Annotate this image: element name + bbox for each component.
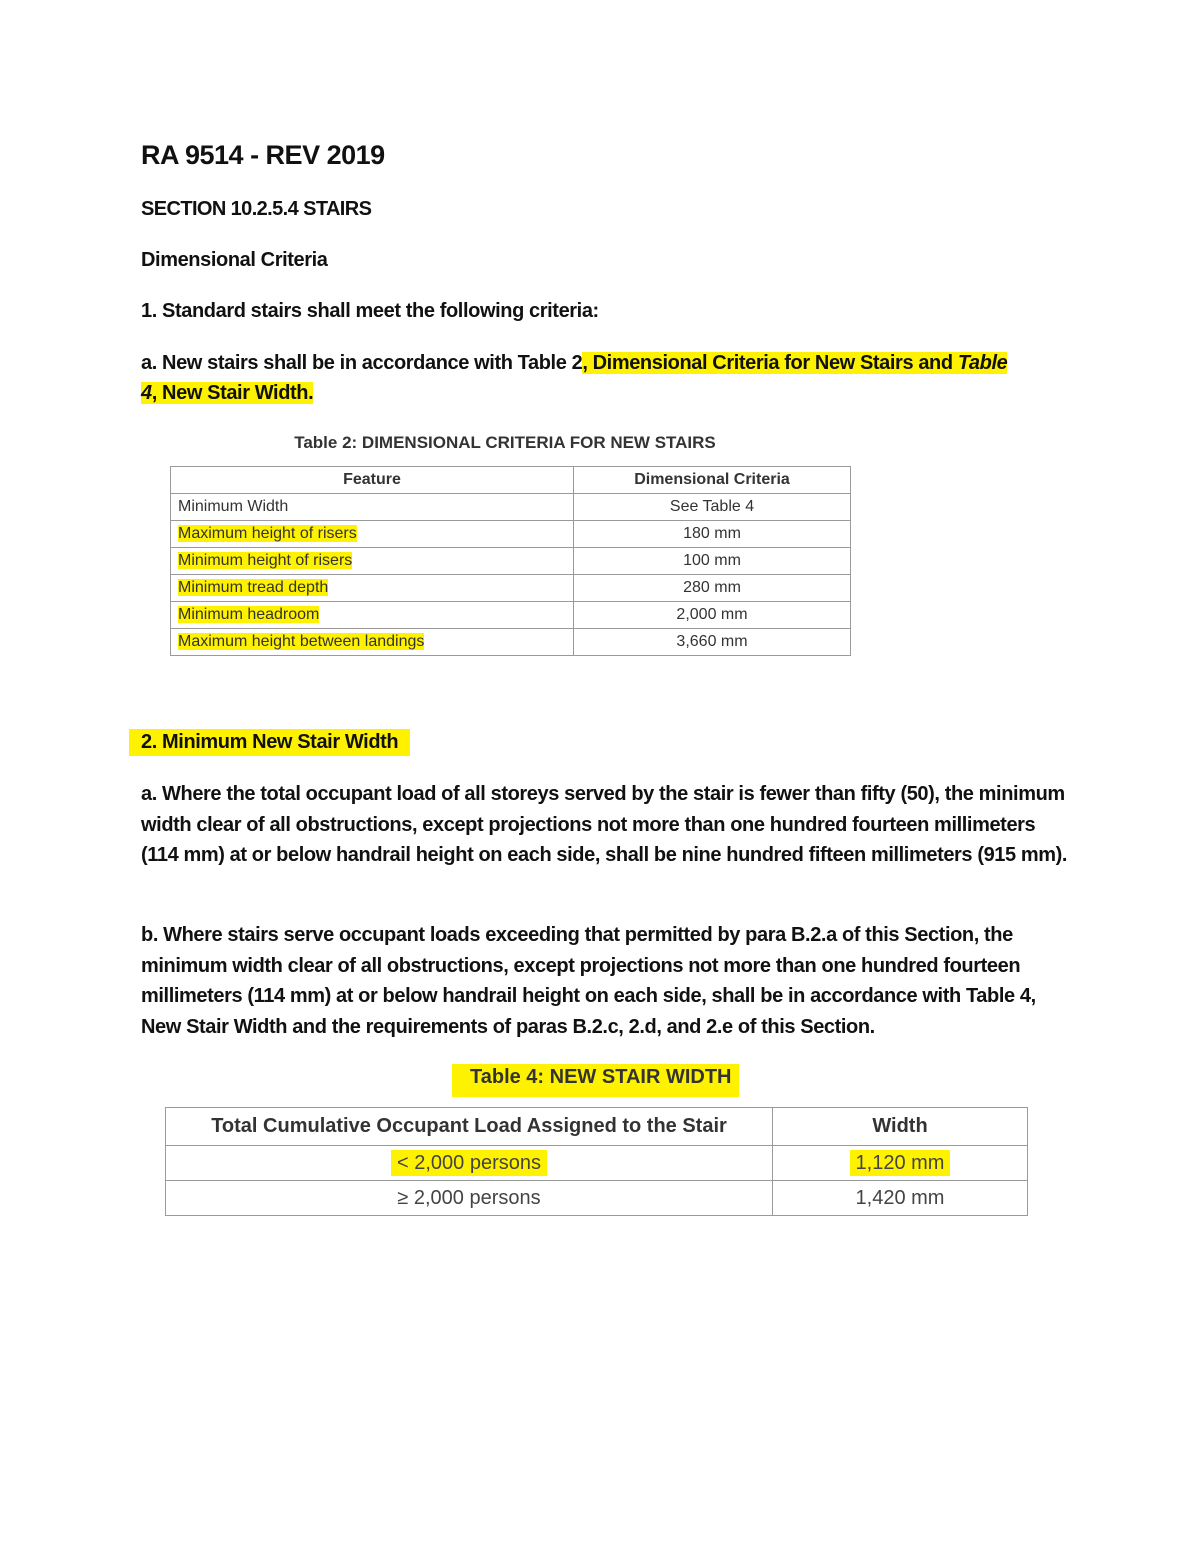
table4-header-load: Total Cumulative Occupant Load Assigned to the Stair (166, 1108, 773, 1146)
feature-text: Minimum tread depth (178, 579, 329, 596)
table2-feature (171, 521, 574, 548)
table2-value: 2,000 mm (574, 602, 851, 629)
table-header-row (166, 1108, 1028, 1146)
table2-feature (171, 629, 574, 656)
item-a-highlight-2: , New Stair Width. (151, 382, 314, 404)
width-text: 1,120 mm (850, 1150, 951, 1176)
criteria-item-a (141, 348, 1071, 408)
table-row (171, 629, 851, 656)
table4-header-width: Width (773, 1108, 1028, 1146)
item-a-highlight-4: 4 (141, 382, 152, 404)
table4-caption: Table 4: NEW STAIR WIDTH (452, 1064, 739, 1097)
section-heading: SECTION 10.2.5.4 STAIRS (141, 198, 372, 220)
table-row (171, 548, 851, 575)
document-title: RA 9514 - REV 2019 (141, 140, 385, 170)
table2-value: 180 mm (574, 521, 851, 548)
table2-value: 280 mm (574, 575, 851, 602)
table4-load (166, 1146, 773, 1181)
table-row (171, 575, 851, 602)
subheading: Dimensional Criteria (141, 249, 328, 271)
feature-text: Minimum height of risers (178, 552, 353, 569)
table2-value: 100 mm (574, 548, 851, 575)
feature-text: Minimum headroom (178, 606, 320, 623)
load-text: ≥ 2,000 persons (397, 1186, 541, 1209)
table2-header-criteria: Dimensional Criteria (574, 467, 851, 494)
table-row (171, 494, 851, 521)
table-row (166, 1181, 1028, 1216)
table-header-row (171, 467, 851, 494)
table4-load (166, 1181, 773, 1216)
table-row (171, 602, 851, 629)
table4 (165, 1107, 1028, 1216)
section2-para-b: b. Where stairs serve occupant loads exceeding that permitted by para B.2.a of this Section, the minimum width clear of all obstructions, except projections not more than one hundred fourteen millimeters (114 mm) at or below handrail height on each side, shall be in accordance with Table 4, New Stair Width and the requirements of paras B.2.c, 2.d, and 2.e of this Section. (141, 924, 1036, 1038)
width-text: 1,420 mm (855, 1186, 945, 1209)
table2-feature (171, 602, 574, 629)
section2-para-a: a. Where the total occupant load of all storeys served by the stair is fewer than fifty (50), the minimum width clear of all obstructions, except projections not more than one hundred fourteen millimeters (114 mm) at or below handrail height on each side, shall be nine hundred fifteen millimeters (915 mm). (141, 783, 1068, 866)
table2-header-feature: Feature (171, 467, 574, 494)
table-row (166, 1146, 1028, 1181)
table2-feature (171, 548, 574, 575)
item-a-highlight-table: Table (957, 352, 1008, 374)
table2-feature (171, 575, 574, 602)
feature-text: Maximum height between landings (178, 633, 425, 650)
item-a-highlight-1: , Dimensional Criteria for New Stairs and (582, 352, 958, 374)
table2-caption: Table 2: DIMENSIONAL CRITERIA FOR NEW STAIRS (294, 433, 716, 452)
table4-width (773, 1146, 1028, 1181)
feature-text: Minimum Width (178, 498, 289, 515)
table-row (171, 521, 851, 548)
table2-value: 3,660 mm (574, 629, 851, 656)
criteria-item-1: 1. Standard stairs shall meet the following criteria: (141, 300, 599, 322)
load-text: < 2,000 persons (391, 1150, 547, 1176)
table4-width (773, 1181, 1028, 1216)
section2-heading: 2. Minimum New Stair Width (129, 729, 410, 756)
item-a-prefix: a. New stairs shall be in accordance with Table 2 (141, 352, 583, 374)
table2-value: See Table 4 (574, 494, 851, 521)
feature-text: Maximum height of risers (178, 525, 357, 542)
table2-feature (171, 494, 574, 521)
table2 (170, 466, 851, 656)
